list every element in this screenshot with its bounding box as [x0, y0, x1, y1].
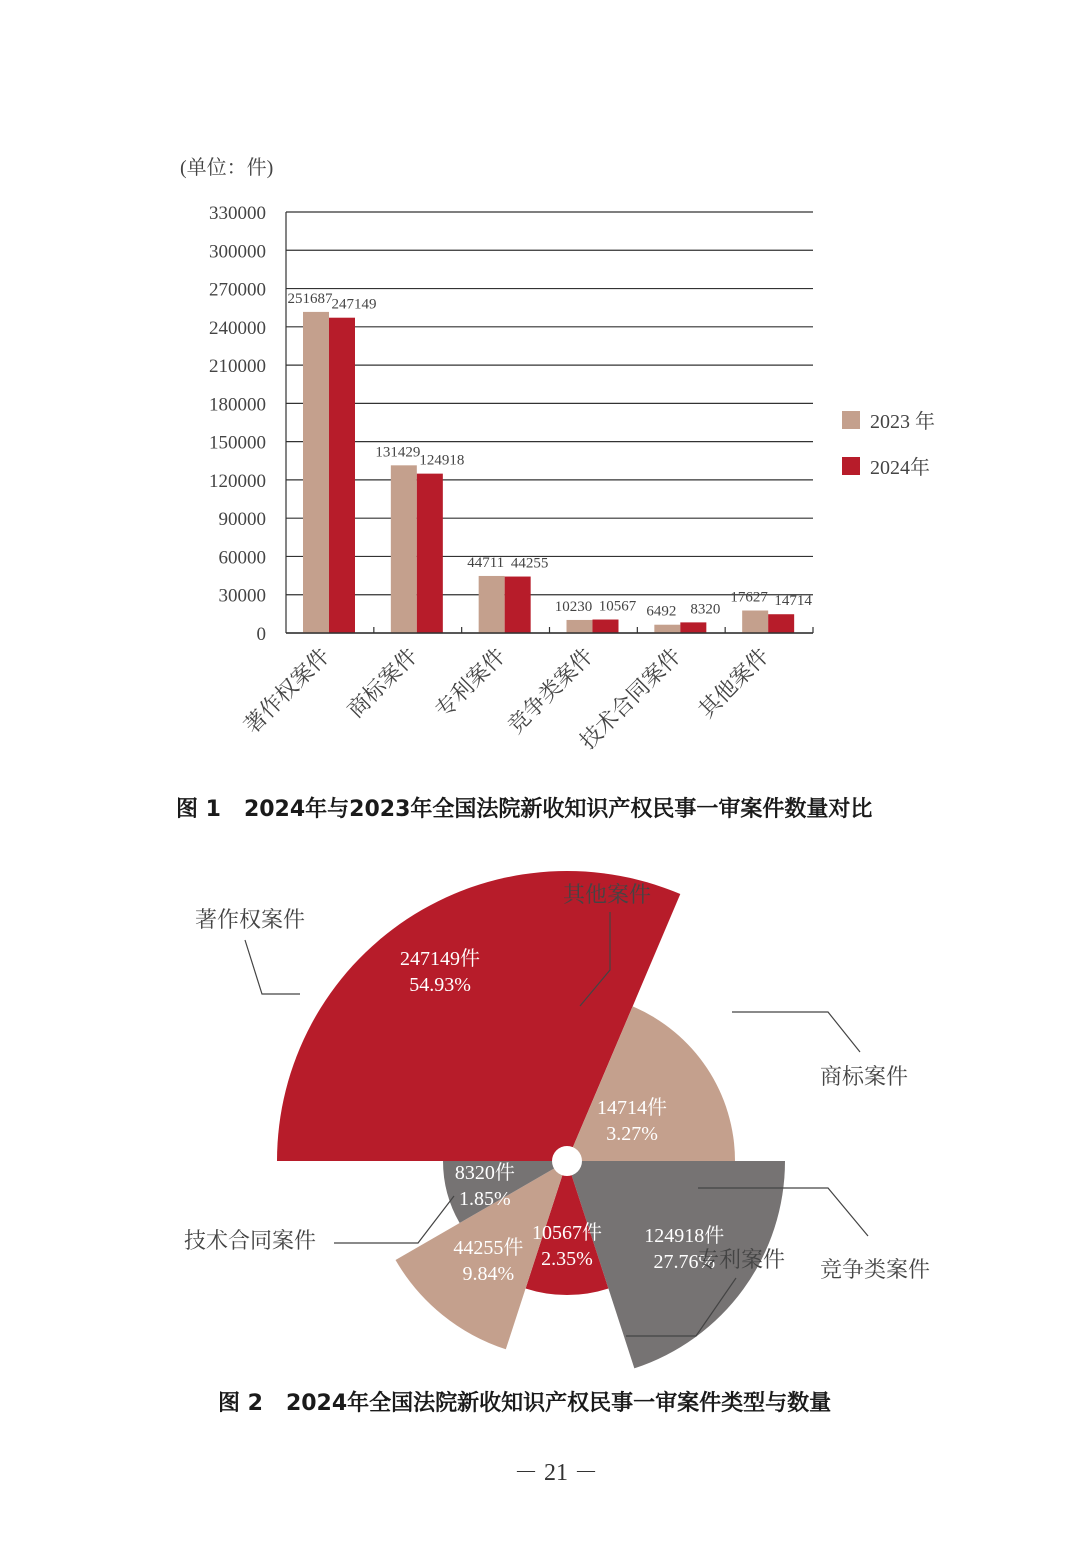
bar-value-label: 247149	[331, 296, 377, 313]
y-tick-label: 150000	[209, 432, 266, 454]
x-tick-label: 技术合同案件	[574, 642, 686, 754]
y-tick-label: 0	[256, 624, 266, 645]
pie-slice-count: 10567件	[532, 1222, 602, 1244]
callout-label-tech-contract: 技术合同案件	[184, 1228, 317, 1253]
bar-value-label: 14714	[774, 593, 812, 610]
bar	[567, 620, 593, 633]
legend-swatch-2024	[842, 457, 860, 475]
bar	[391, 465, 417, 633]
bar-chart-legend	[842, 410, 935, 479]
pie-slice-percent: 1.85%	[459, 1187, 511, 1210]
pie-slice-count: 14714件	[597, 1096, 668, 1119]
pie-slice-count: 124918件	[644, 1225, 725, 1248]
bar-chart-value-labels	[288, 291, 813, 620]
pie-slice-percent: 2.35%	[541, 1248, 593, 1270]
figure-1-caption: 图 1 2024年与2023年全国法院新收知识产权民事一审案件数量对比	[176, 797, 873, 822]
bar-value-label: 44711	[467, 554, 505, 571]
unit-label: (单位：件)	[180, 157, 274, 179]
bar-value-label: 10567	[598, 598, 637, 615]
bar	[742, 611, 768, 633]
legend-swatch-2023	[842, 411, 860, 429]
bar-value-label: 124918	[419, 452, 465, 469]
page-number: － 21 －	[514, 1460, 598, 1486]
pie-slice-percent: 27.76%	[653, 1251, 716, 1274]
callout-label-copyright: 著作权案件	[195, 907, 306, 932]
callout-label-patent: 专利案件	[697, 1247, 786, 1272]
x-tick-label: 竞争类案件	[502, 642, 599, 739]
y-tick-label: 300000	[209, 241, 266, 263]
pie-center-hole	[552, 1146, 582, 1176]
callout-label-other: 其他案件	[563, 882, 652, 907]
pie-chart-slices	[277, 871, 785, 1368]
pie-slice-percent: 9.84%	[462, 1263, 515, 1286]
legend-label-2024: 2024年	[870, 457, 930, 479]
y-tick-label: 210000	[209, 356, 266, 378]
bar-chart-grid	[286, 212, 813, 633]
bar-value-label: 6492	[646, 603, 677, 620]
x-tick-label: 商标案件	[342, 642, 423, 723]
callout-line-copyright	[245, 940, 300, 994]
figure-2-caption: 图 2 2024年全国法院新收知识产权民事一审案件类型与数量	[218, 1391, 832, 1416]
callout-label-competition: 竞争类案件	[820, 1257, 931, 1282]
y-tick-label: 30000	[218, 585, 266, 607]
bar-value-label: 17627	[730, 589, 768, 606]
x-tick-label: 其他案件	[693, 642, 774, 723]
y-tick-label: 120000	[209, 470, 266, 492]
bar	[654, 625, 680, 633]
y-tick-label: 240000	[209, 317, 266, 339]
bar-value-label: 8320	[690, 601, 721, 618]
y-tick-label: 330000	[209, 203, 266, 224]
legend-label-2023: 2023 年	[870, 411, 935, 433]
bar	[593, 620, 619, 633]
bar-value-label: 131429	[375, 444, 421, 461]
bar	[303, 312, 329, 633]
bar-chart-bars	[303, 312, 794, 633]
bar	[768, 614, 794, 633]
bar	[329, 318, 355, 633]
x-tick-label: 著作权案件	[239, 642, 335, 739]
bar	[680, 622, 706, 633]
pie-slice-percent: 54.93%	[409, 974, 471, 997]
bar-chart	[176, 156, 935, 822]
callout-label-trademark: 商标案件	[820, 1064, 909, 1089]
pie-slice-count: 8320件	[454, 1161, 515, 1184]
bar-chart-y-axis	[209, 203, 266, 645]
y-tick-label: 180000	[209, 394, 266, 416]
bar-value-label: 10230	[554, 598, 593, 615]
bar	[417, 474, 443, 633]
bar	[479, 576, 505, 633]
y-tick-label: 90000	[218, 509, 266, 531]
callout-line-trademark	[732, 1012, 860, 1052]
pie-slice-percent: 3.27%	[606, 1122, 658, 1145]
bar-value-label: 44255	[510, 555, 549, 572]
callout-line-tech-contract	[334, 1196, 454, 1243]
pie-chart	[184, 871, 930, 1416]
x-tick-label: 专利案件	[430, 642, 511, 723]
bar-value-label: 251687	[287, 290, 333, 307]
pie-slice-count: 44255件	[453, 1237, 524, 1260]
bar	[505, 577, 531, 633]
y-tick-label: 270000	[209, 279, 266, 301]
bar-chart-x-axis	[239, 627, 813, 754]
y-tick-label: 60000	[218, 547, 266, 569]
pie-slice-count: 247149件	[400, 948, 481, 971]
